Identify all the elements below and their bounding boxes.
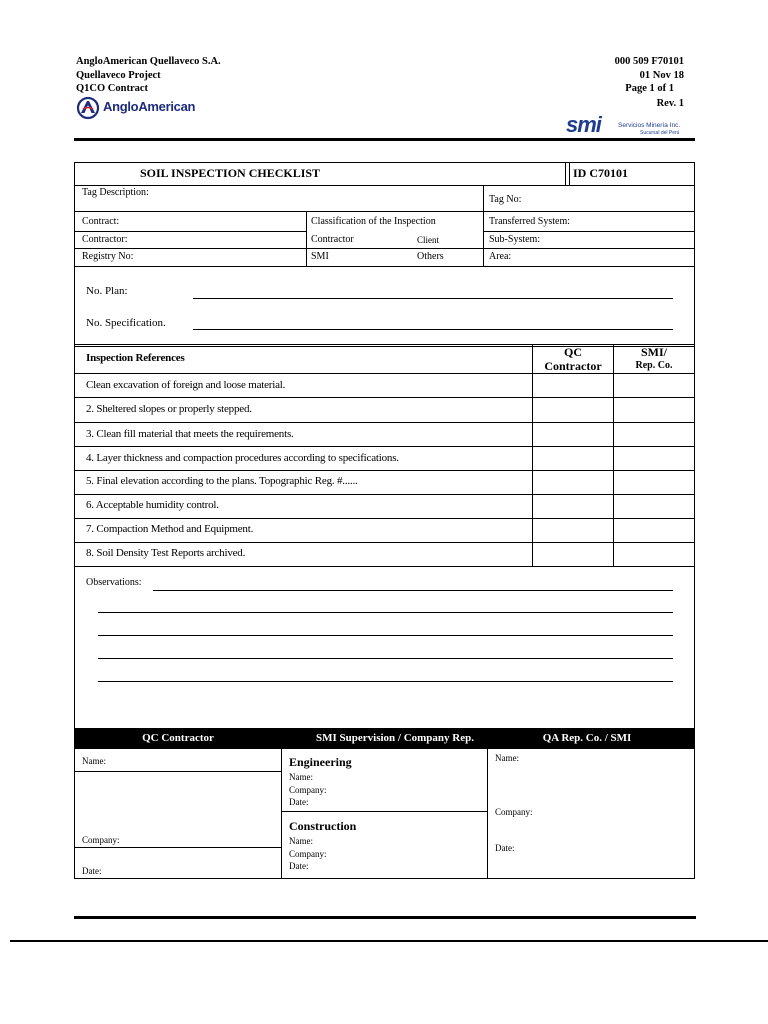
registry-no-label: Registry No: <box>82 251 134 262</box>
divider <box>483 231 695 232</box>
divider <box>281 749 282 878</box>
construction-name-label: Name: <box>289 836 313 846</box>
class-others-option[interactable]: Others <box>417 251 444 262</box>
sub-system-label: Sub-System: <box>489 234 541 245</box>
col-smi-header-line1: SMI/ <box>640 345 667 359</box>
col-qc-header <box>533 345 613 373</box>
smi-logo <box>566 112 696 140</box>
qc-check-cell[interactable] <box>533 447 613 470</box>
class-contractor-option[interactable]: Contractor <box>311 234 354 245</box>
qc-check-cell[interactable] <box>533 471 613 494</box>
smi-check-cell[interactable] <box>614 447 694 470</box>
engineering-title: Engineering <box>289 755 352 769</box>
engineering-company-label: Company: <box>289 785 327 795</box>
observations-line[interactable] <box>98 658 673 659</box>
project-name: Quellaveco Project <box>76 70 161 81</box>
angloamerican-logo <box>76 96 196 120</box>
observations-line[interactable] <box>98 681 673 682</box>
divider <box>483 211 484 266</box>
contractor-label: Contractor: <box>82 234 128 245</box>
checklist-item: 7. Compaction Method and Equipment. <box>86 523 254 535</box>
no-plan-field[interactable] <box>193 298 673 299</box>
footer-rule <box>74 916 696 919</box>
transferred-system-label: Transferred System: <box>489 216 571 227</box>
qc-check-cell[interactable] <box>533 495 613 518</box>
col-qc-header-line2: Contractor <box>544 359 602 373</box>
smi-check-cell[interactable] <box>614 471 694 494</box>
page-bottom-rule <box>10 940 768 942</box>
divider <box>487 749 488 878</box>
divider <box>75 771 281 772</box>
divider <box>74 266 695 267</box>
classification-label: Classification of the Inspection <box>311 216 436 227</box>
smi-check-cell[interactable] <box>614 374 694 397</box>
divider <box>306 211 307 266</box>
angloamerican-logo-icon <box>76 96 100 120</box>
checklist-item: 4. Layer thickness and compaction procedures according to specifications. <box>86 452 399 464</box>
tag-no-label: Tag No: <box>489 194 522 205</box>
engineering-name-label: Name: <box>289 772 313 782</box>
divider <box>74 231 307 232</box>
qc-check-cell[interactable] <box>533 543 613 566</box>
angloamerican-logo-text: AngloAmerican <box>103 99 196 114</box>
qa-date-label: Date: <box>495 843 515 853</box>
smi-supervision-header: SMI Supervision / Company Rep. <box>315 732 474 744</box>
col-smi-header-line2: Rep. Co. <box>635 360 673 371</box>
no-spec-label: No. Specification. <box>86 317 166 329</box>
form-title: SOIL INSPECTION CHECKLIST <box>140 166 321 180</box>
qa-company-label: Company: <box>495 807 533 817</box>
smi-check-cell[interactable] <box>614 423 694 446</box>
contract-name: Q1CO Contract <box>76 83 149 94</box>
observations-line[interactable] <box>153 590 673 591</box>
divider <box>75 847 281 848</box>
no-plan-label: No. Plan: <box>86 285 128 297</box>
revision: Rev. 1 <box>656 98 684 109</box>
header-rule <box>74 138 695 141</box>
checklist-item: 2. Sheltered slopes or properly stepped. <box>86 403 252 415</box>
class-client-option[interactable]: Client <box>417 235 439 245</box>
area-label: Area: <box>489 251 512 262</box>
smi-check-cell[interactable] <box>614 543 694 566</box>
observations-line[interactable] <box>98 612 673 613</box>
engineering-date-label: Date: <box>289 797 309 807</box>
divider <box>569 162 570 185</box>
qa-name-label: Name: <box>495 753 519 763</box>
divider <box>74 566 695 567</box>
qa-rep-header: QA Rep. Co. / SMI <box>542 732 632 744</box>
divider <box>74 185 695 186</box>
divider <box>483 185 484 211</box>
observations-label: Observations: <box>86 577 142 588</box>
divider <box>74 248 695 249</box>
company-name: AngloAmerican Quellaveco S.A. <box>76 56 221 67</box>
smi-check-cell[interactable] <box>614 398 694 422</box>
qc-check-cell[interactable] <box>533 374 613 397</box>
qc-check-cell[interactable] <box>533 519 613 542</box>
class-smi-option[interactable]: SMI <box>311 251 329 262</box>
qc-date-label: Date: <box>82 866 102 876</box>
form-id: ID C70101 <box>573 166 629 180</box>
construction-date-label: Date: <box>289 861 309 871</box>
smi-check-cell[interactable] <box>614 495 694 518</box>
qc-check-cell[interactable] <box>533 423 613 446</box>
doc-code: 000 509 F70101 <box>614 56 684 67</box>
checklist-item: 3. Clean fill material that meets the requirements. <box>86 428 294 440</box>
no-spec-field[interactable] <box>193 329 673 330</box>
smi-tagline: Servicios Minería Inc. <box>618 122 681 129</box>
construction-company-label: Company: <box>289 849 327 859</box>
qc-company-label: Company: <box>82 835 120 845</box>
qc-contractor-header: QC Contractor <box>142 732 214 744</box>
divider <box>74 211 695 212</box>
page-number: Page 1 of 1 <box>625 83 674 94</box>
checklist-item: 6. Acceptable humidity control. <box>86 499 219 511</box>
col-qc-header-line1: QC <box>564 345 582 359</box>
smi-check-cell[interactable] <box>614 519 694 542</box>
observations-line[interactable] <box>98 635 673 636</box>
construction-title: Construction <box>289 819 357 833</box>
tag-description-label: Tag Description: <box>82 187 149 198</box>
col-smi-header <box>614 346 694 372</box>
contract-label: Contract: <box>82 216 120 227</box>
doc-date: 01 Nov 18 <box>639 70 684 81</box>
smi-logo-text: smi <box>566 112 601 137</box>
smi-subtagline: Sucursal del Perú <box>640 130 680 136</box>
checklist-item: 5. Final elevation according to the plans. Topographic Reg. #...... <box>86 475 358 487</box>
qc-name-label: Name: <box>82 756 106 766</box>
checklist-item: 8. Soil Density Test Reports archived. <box>86 547 246 559</box>
qc-check-cell[interactable] <box>533 398 613 422</box>
divider <box>281 811 488 812</box>
checklist-item: Clean excavation of foreign and loose material. <box>86 379 286 391</box>
divider <box>565 162 566 185</box>
checklist-heading: Inspection References <box>86 352 185 364</box>
